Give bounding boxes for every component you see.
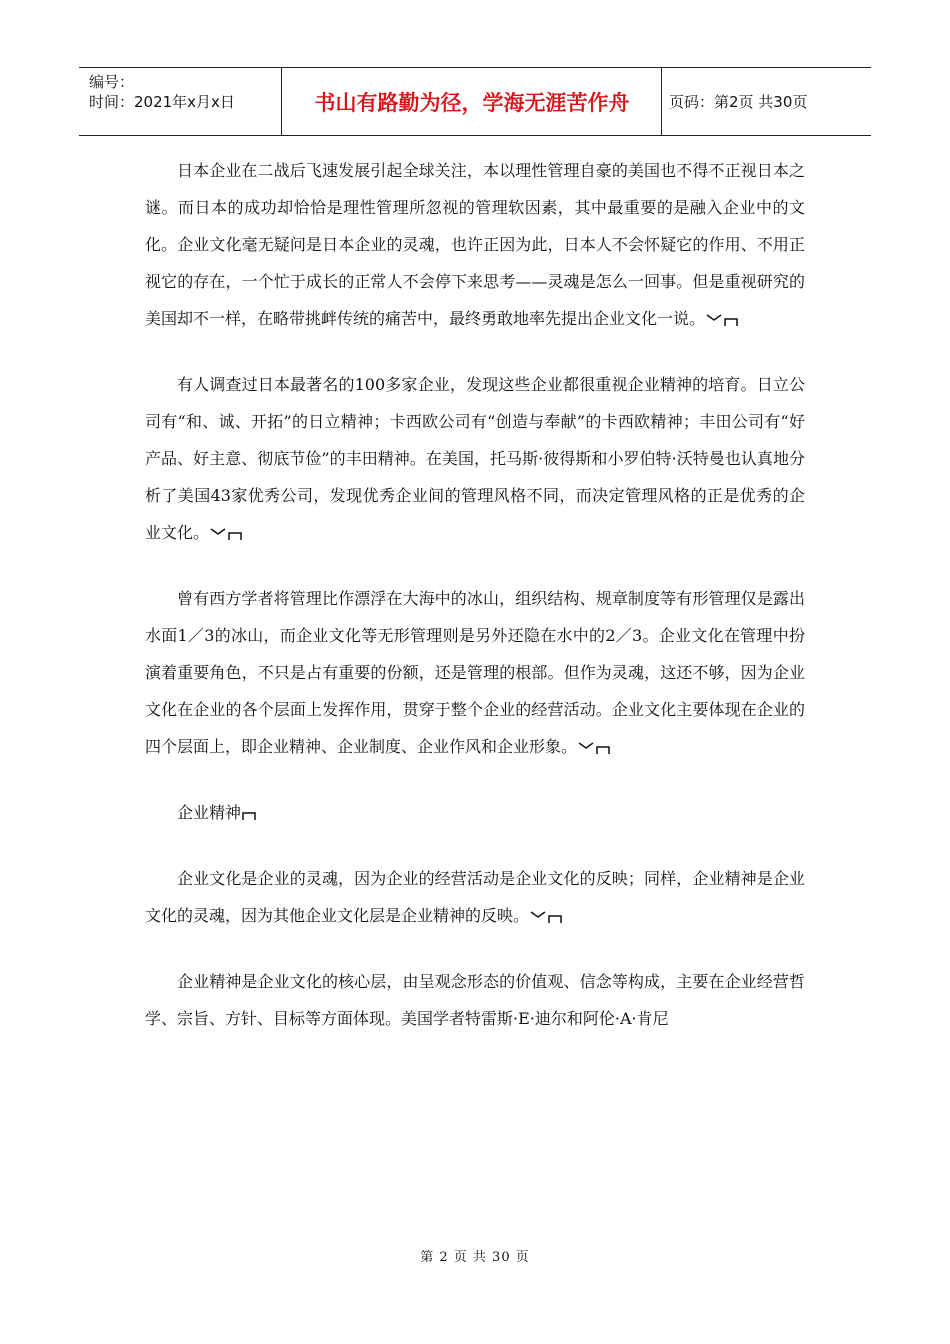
paragraph-text: 曾有西方学者将管理比作漂浮在大海中的冰山，组织结构、规章制度等有形管理仅是露出水面1／3的冰山，而企业文化等无形管理则是另外还隐在水中的2／3。企业文化在管理中扮演着重要角色，不只是占有重要的份额，还是管理的根部。但作为灵魂，这还不够，因为企业文化在企业的各个层面上发挥作用，贯穿于整个企业的经营活动。企业文化主要体现在企业的四个层面上，即企业精神、企业制度、企业作风和企业形象。: [145, 589, 805, 756]
paragraph-mark-icon: [241, 807, 257, 821]
paragraph: [145, 366, 805, 551]
document-body: [145, 152, 805, 1066]
paragraph-mark-icon: [577, 741, 611, 755]
document-number-label: 编号：: [89, 73, 135, 91]
paragraph: [145, 580, 805, 765]
header-divider: [281, 68, 282, 135]
paragraph-text: 有人调查过日本最著名的100多家企业，发现这些企业都很重视企业精神的培育。日立公司有“和、诚、开拓”的日立精神；卡西欧公司有“创造与奉献”的卡西欧精神；丰田公司有“好产品、好主意、彻底节俭”的丰田精神。在美国，托马斯·彼得斯和小罗伯特·沃特曼也认真地分析了美国43家优秀公司，发现优秀企业间的管理风格不同，而决定管理风格的正是优秀的企业文化。: [145, 375, 805, 542]
section-heading-text: 企业精神: [177, 803, 242, 822]
header-motto: 书山有路勤为径，学海无涯苦作舟: [314, 90, 630, 115]
document-date: 时间：2021年x月x日: [89, 93, 235, 111]
paragraph: [145, 860, 805, 934]
paragraph-mark-icon: [705, 313, 739, 327]
paragraph-mark-icon: [209, 527, 243, 541]
page-footer: 第 2 页 共 30 页: [420, 1250, 530, 1265]
header-meta: [89, 72, 235, 112]
header-divider: [661, 68, 662, 135]
paragraph-mark-icon: [529, 910, 563, 924]
paragraph: [145, 152, 805, 337]
paragraph-text: 日本企业在二战后飞速发展引起全球关注，本以理性管理自豪的美国也不得不正视日本之谜。而日本的成功却恰恰是理性管理所忽视的管理软因素，其中最重要的是融入企业中的文化。企业文化毫无疑问是日本企业的灵魂，也许正因为此，日本人不会怀疑它的作用、不用正视它的存在，一个忙于成长的正常人不会停下来思考——灵魂是怎么一回事。但是重视研究的美国却不一样，在略带挑衅传统的痛苦中，最终勇敢地率先提出企业文化一说。: [145, 161, 805, 328]
document-header: [79, 67, 871, 136]
section-heading: [145, 794, 805, 831]
paragraph-text: 企业精神是企业文化的核心层，由呈观念形态的价值观、信念等构成，主要在企业经营哲学、宗旨、方针、目标等方面体现。美国学者特雷斯·E·迪尔和阿伦·A·肯尼: [145, 972, 805, 1028]
paragraph-text: 企业文化是企业的灵魂，因为企业的经营活动是企业文化的反映；同样，企业精神是企业文化的灵魂，因为其他企业文化层是企业精神的反映。: [145, 869, 805, 925]
header-page-info: 页码：第2页 共30页: [669, 93, 808, 111]
paragraph: [145, 963, 805, 1037]
